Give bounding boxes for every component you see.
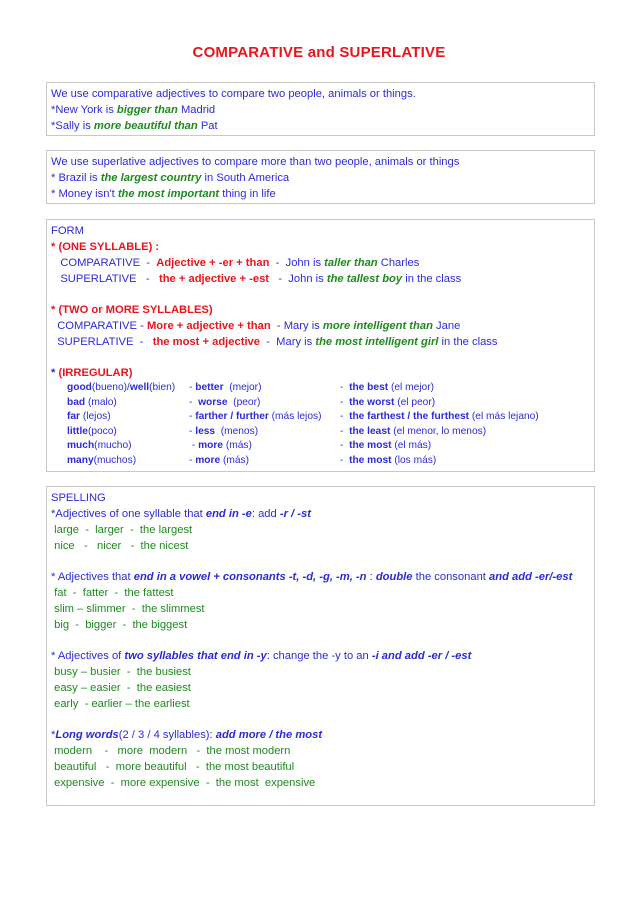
base-form (67, 410, 111, 425)
base-word: good (67, 382, 92, 393)
spelling-example: nice - nicer - the nicest (51, 540, 189, 552)
rule-label: COMPARATIVE - (51, 320, 147, 332)
example-text: thing in life (219, 188, 276, 200)
irregular-row (51, 396, 590, 411)
rule-label: SUPERLATIVE - (51, 273, 159, 285)
example-text: Charles (377, 257, 420, 269)
base-form (67, 425, 117, 440)
example-text: - Mary is (270, 320, 323, 332)
example-highlight: the largest country (100, 172, 202, 184)
rule-text: * (51, 729, 56, 741)
example-text: Jane (432, 320, 461, 332)
dash: - (340, 382, 350, 393)
rule-text: : (366, 571, 376, 583)
superlative-form (340, 396, 435, 411)
rule-highlight: two syllables that end in -y (124, 650, 267, 662)
rule-label: SUPERLATIVE - (51, 336, 153, 348)
example-text: *New York is (51, 104, 117, 116)
example-highlight: the most intelligent girl (315, 336, 439, 348)
superlative-word: the farthest / the furthest (349, 411, 470, 423)
rule-highlight: double (375, 571, 413, 583)
example-text: in the class (402, 273, 462, 285)
bullet-star: * (51, 367, 59, 379)
irregular-row (51, 410, 590, 425)
comparative-box (46, 82, 595, 136)
rule-highlight: and add -er/-est (489, 571, 573, 583)
translation: (lejos) (80, 411, 111, 423)
comparative-form (189, 425, 258, 440)
example-text: Pat (197, 120, 218, 132)
irregular-row (51, 454, 590, 469)
dash: - (340, 454, 350, 466)
base-word: little (67, 425, 88, 437)
comparative-word: less (195, 425, 216, 437)
rule-formula: More + adjective + than (146, 320, 271, 332)
translation: (malo) (85, 396, 117, 408)
rule-text: : add (251, 508, 280, 520)
comparative-word: better (195, 382, 224, 393)
rule-text: * Adjectives of (51, 650, 125, 662)
comparative-form (189, 439, 252, 454)
rule-highlight: -i and add -er / -est (371, 650, 472, 662)
spelling-example: expensive - more expensive - the most expensive (51, 777, 316, 789)
superlative-form (340, 381, 434, 396)
rule-highlight: add more / the most (215, 729, 323, 741)
dash: - (340, 411, 350, 423)
rule-formula: the most + adjective (152, 336, 261, 348)
two-syllable-superlative (51, 334, 590, 350)
superlative-example-2 (51, 186, 590, 202)
dash: - (189, 454, 196, 466)
dash: - (340, 396, 350, 408)
example-text: * Money isn't (51, 188, 118, 200)
translation: (muchos) (93, 454, 137, 466)
page-title: COMPARATIVE and SUPERLATIVE (192, 44, 446, 61)
spelling-example: fat - fatter - the fattest (51, 587, 174, 599)
example-text: Madrid (177, 104, 216, 116)
base-form (67, 381, 175, 396)
comparative-form (189, 396, 260, 411)
superlative-form (340, 439, 431, 454)
one-syllable-label: (ONE SYLLABLE) : (58, 241, 160, 253)
irregular-heading (51, 365, 590, 381)
example-highlight: the tallest boy (326, 273, 403, 285)
comparative-word: more (195, 454, 221, 466)
spelling-example: early - earlier – the earliest (51, 698, 190, 710)
rule-formula: Adjective + -er + than (156, 257, 270, 269)
translation: (el mejor) (388, 382, 434, 393)
comparative-form (189, 454, 249, 469)
rule-highlight: Long words (55, 729, 119, 741)
translation: (peor) (227, 396, 261, 408)
example-text: in South America (201, 172, 290, 184)
rule-text: the consonant (412, 571, 490, 583)
comparative-form (189, 410, 321, 425)
comparative-example-2 (51, 118, 590, 134)
dash: - (189, 411, 196, 423)
comparative-example-1 (51, 102, 590, 118)
spelling-rule-2 (51, 569, 590, 585)
base-form (67, 396, 117, 411)
superlative-word: the worst (349, 396, 395, 408)
one-syllable-comparative (51, 255, 590, 271)
base-word: much (67, 440, 95, 452)
translation: (el peor) (394, 396, 436, 408)
example-highlight: more beautiful than (93, 120, 198, 132)
irregular-label: (IRREGULAR) (58, 367, 133, 379)
form-heading: FORM (51, 225, 84, 237)
rule-highlight: end in -e (205, 508, 252, 520)
base-form (67, 439, 132, 454)
bullet-star: * (51, 241, 59, 253)
rule-label: COMPARATIVE - (51, 257, 157, 269)
translation: (bien) (149, 382, 176, 393)
superlative-box (46, 150, 595, 204)
dash: - (189, 396, 199, 408)
example-highlight: taller than (324, 257, 378, 269)
rule-highlight: end in a vowel + consonants -t, -d, -g, -m, -n (133, 571, 367, 583)
superlative-form (340, 410, 539, 425)
translation: (mejor) (223, 382, 262, 393)
spelling-example: slim – slimmer - the slimmest (51, 603, 205, 615)
spelling-example: easy – easier - the easiest (51, 682, 191, 694)
translation: (el más) (391, 440, 432, 452)
translation: (el menor, lo menos) (390, 425, 487, 437)
irregular-table (51, 381, 590, 469)
comparative-word: more (198, 440, 223, 452)
dash: - (340, 425, 350, 437)
base-word: far (67, 411, 81, 423)
spelling-box (46, 486, 595, 806)
two-syllable-heading: * (TWO or MORE SYLLABLES) (51, 304, 213, 316)
superlative-form (340, 425, 486, 440)
comparative-word: worse (198, 396, 228, 408)
base-form (67, 454, 136, 469)
rule-text: : change the -y to an (266, 650, 372, 662)
example-text: in the class (438, 336, 498, 348)
two-syllable-comparative (51, 318, 590, 334)
translation: (más lejos) (268, 411, 322, 423)
superlative-form (340, 454, 436, 469)
example-text: * Brazil is (51, 172, 101, 184)
spelling-example: big - bigger - the biggest (51, 619, 188, 631)
translation: (poco) (87, 425, 117, 437)
spelling-example: modern - more modern - the most modern (51, 745, 291, 757)
spelling-example: beautiful - more beautiful - the most beautiful (51, 761, 295, 773)
comparative-word: farther / further (195, 411, 269, 423)
translation: (menos) (215, 425, 259, 437)
example-text: *Sally is (51, 120, 94, 132)
one-syllable-heading (51, 239, 590, 255)
rule-formula: the + adjective + -est (158, 273, 270, 285)
example-highlight: bigger than (116, 104, 178, 116)
example-highlight: more intelligent than (322, 320, 433, 332)
superlative-intro: We use superlative adjectives to compare more than two people, animals or things (51, 156, 460, 168)
base-word: bad (67, 396, 86, 408)
spelling-heading: SPELLING (51, 492, 106, 504)
example-text: - John is (269, 273, 327, 285)
dash: - (189, 440, 199, 452)
superlative-word: the least (349, 425, 391, 437)
rule-text: (2 / 3 / 4 syllables): (118, 729, 216, 741)
superlative-word: the most (349, 454, 392, 466)
base-word: well (129, 382, 150, 393)
spelling-rule-4 (51, 727, 590, 743)
translation: (mucho) (94, 440, 132, 452)
example-text: - Mary is (260, 336, 316, 348)
form-box (46, 219, 595, 472)
rule-highlight: -r / -st (279, 508, 311, 520)
translation: (más) (222, 440, 252, 452)
irregular-row (51, 425, 590, 440)
translation: (el más lejano) (469, 411, 539, 423)
dash: - (340, 440, 350, 452)
comparative-form (189, 381, 261, 396)
translation: (más) (220, 454, 250, 466)
superlative-example-1 (51, 170, 590, 186)
comparative-intro: We use comparative adjectives to compare two people, animals or things. (51, 88, 416, 100)
spelling-example: large - larger - the largest (51, 524, 193, 536)
irregular-row (51, 439, 590, 454)
spelling-rule-3 (51, 648, 590, 664)
one-syllable-superlative (51, 271, 590, 287)
example-highlight: the most important (117, 188, 220, 200)
example-text: - John is (269, 257, 325, 269)
rule-text: * Adjectives that (51, 571, 134, 583)
rule-text: *Adjectives of one syllable that (51, 508, 206, 520)
spelling-example: busy – busier - the busiest (51, 666, 191, 678)
base-word: many (67, 454, 94, 466)
translation: (bueno)/ (91, 382, 130, 393)
superlative-word: the best (349, 382, 389, 393)
superlative-word: the most (349, 440, 392, 452)
dash: - (189, 382, 196, 393)
spelling-rule-1 (51, 506, 590, 522)
irregular-row (51, 381, 590, 396)
translation: (los más) (391, 454, 437, 466)
dash: - (189, 425, 196, 437)
